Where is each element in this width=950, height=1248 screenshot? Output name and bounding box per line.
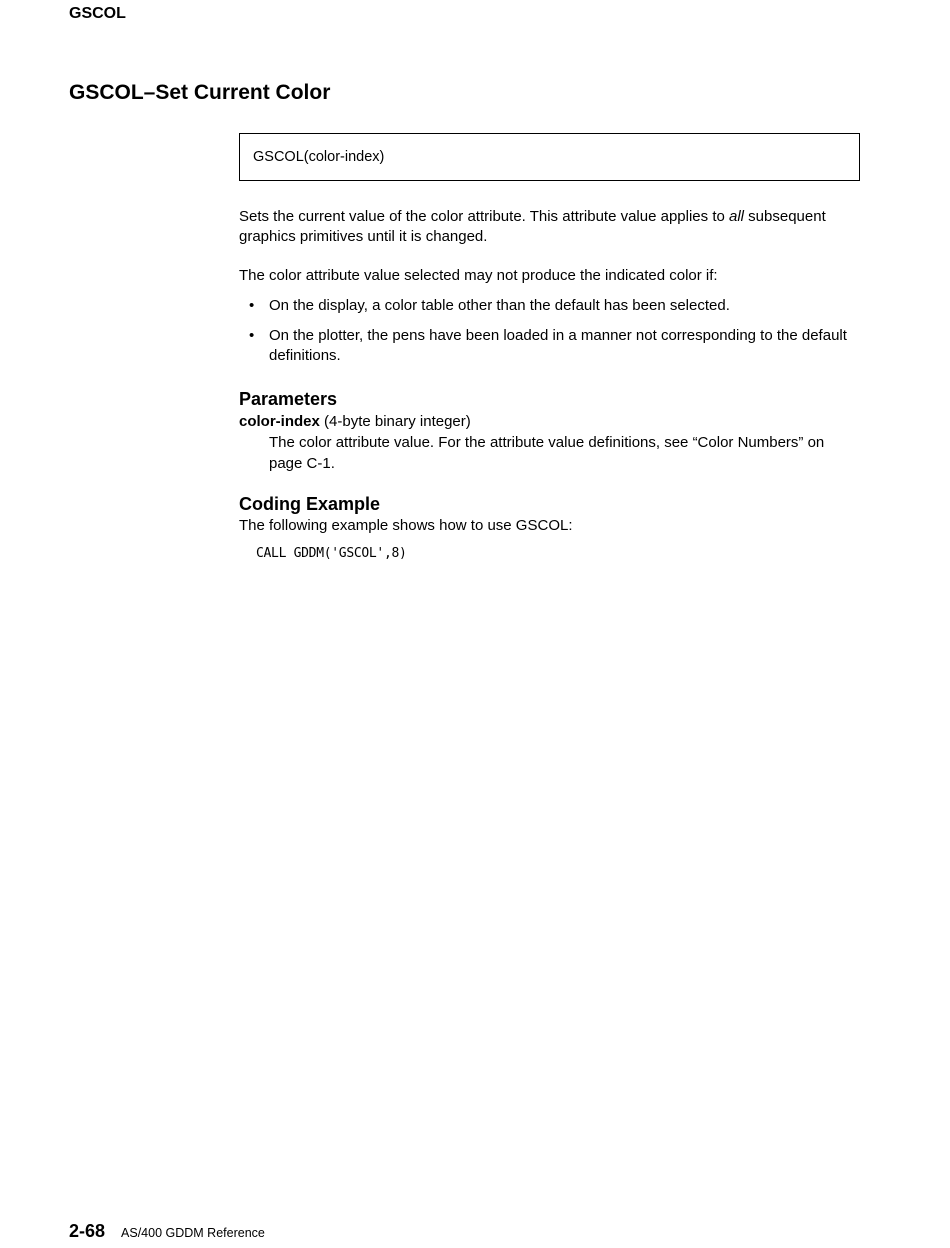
bullet-icon: • bbox=[249, 297, 255, 314]
page-title: GSCOL–Set Current Color bbox=[69, 81, 331, 104]
parameter-term bbox=[239, 412, 471, 432]
coding-example-heading: Coding Example bbox=[239, 494, 381, 514]
syntax-box bbox=[239, 133, 860, 181]
book-title: AS/400 GDDM Reference bbox=[121, 1226, 265, 1240]
list-item bbox=[239, 296, 849, 316]
parameter-description: The color attribute value. For the attribute value definitions, see “Color Numbers” on page C-1. bbox=[269, 434, 825, 472]
coding-example-description: The following example shows how to use GSCOL: bbox=[239, 517, 573, 534]
condition-paragraph: The color attribute value selected may not produce the indicated color if: bbox=[239, 267, 718, 284]
list-item-text: On the display, a color table other than the default has been selected. bbox=[269, 297, 730, 314]
intro-text-end: subsequent graphics primitives until it is changed. bbox=[239, 208, 826, 245]
bullet-icon: • bbox=[249, 327, 255, 344]
parameter-type: (4-byte binary integer) bbox=[319, 413, 471, 430]
list-item bbox=[239, 326, 849, 366]
parameters-heading: Parameters bbox=[239, 389, 338, 409]
syntax-text: GSCOL(color-index) bbox=[253, 149, 385, 165]
intro-paragraph bbox=[239, 207, 849, 247]
page-footer bbox=[69, 1221, 265, 1242]
condition-list bbox=[239, 296, 849, 376]
intro-emphasis: all bbox=[729, 208, 745, 225]
running-head: GSCOL bbox=[69, 5, 126, 22]
list-item-text: On the plotter, the pens have been loaded in a manner not corresponding to the default definitions. bbox=[269, 327, 847, 364]
code-sample: CALL GDDM('GSCOL',8) bbox=[256, 546, 407, 561]
intro-text-start: Sets the current value of the color attribute. This attribute value applies to bbox=[239, 208, 729, 225]
parameter-name: color-index bbox=[239, 413, 320, 430]
page-number: 2-68 bbox=[69, 1221, 106, 1241]
